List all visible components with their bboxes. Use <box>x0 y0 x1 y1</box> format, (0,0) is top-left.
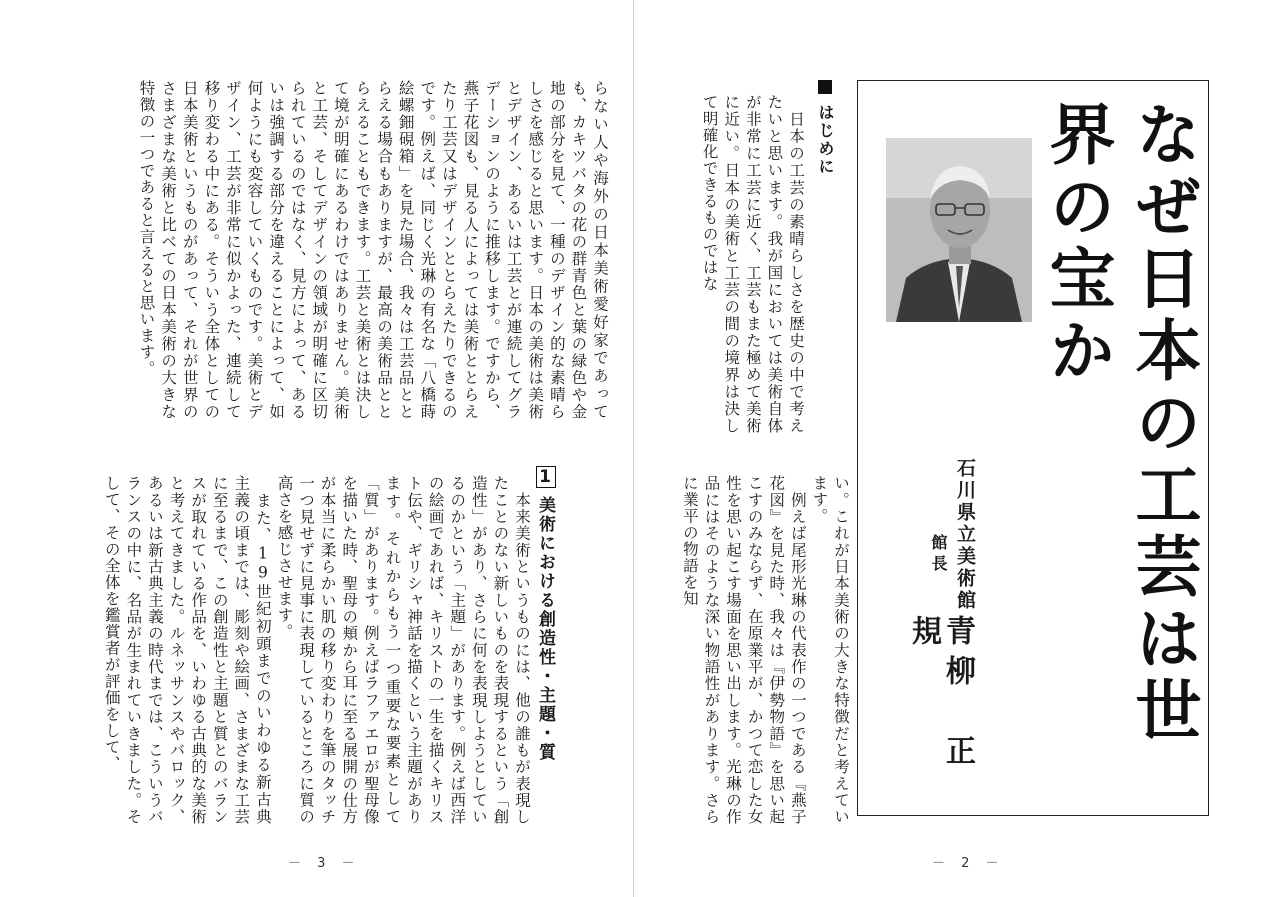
section-1-heading-text: 美術における創造性・主題・質 <box>535 496 555 762</box>
page-number-2: － 2 － <box>932 856 1005 871</box>
article-title: なぜ日本の工芸は世界の宝か <box>1038 100 1202 748</box>
p3-top-paragraph: らない人や海外の日本美術愛好家であっても、カキツバタの花の群青色と葉の緑色や金地の部分を見て、一種のデザイン的な素晴らしさを感じると思います。日本の美術は美術とデザイン、あるいは工芸とが連続してグラデーションのように推移します。ですから、燕子花図も、見る人によっては美術ととらえたり工芸又はデザインととらえたりできるのです。例えば、同じく光琳の有名な「八橋蒔絵螺鈿硯箱」を見た場合、我々は工芸品ととらえる場合もありますが、最高の美術品ととらえることもできます。工芸と美術とは決して境が明確にあるわけではありません。美術と工芸、そしてデザインの領域が明確に区切られているのではなく、見方によって、あるいは強調する部分を違えることによって、如何ようにも変容していくものです。美術とデザイン、工芸が非常に似かよった、連続して移り変わる中にある。そういう全体としての日本美術というものがあって、それが世界のさまざまな美術と比べての日本美術の大きな特徴の一つであると言えると思います。 <box>137 80 609 420</box>
author-role: 館長 <box>929 534 948 576</box>
section-number-box: 1 <box>535 467 555 489</box>
heading-square-icon <box>818 80 832 94</box>
portrait-image <box>886 138 1032 322</box>
intro-heading-text: はじめに <box>816 104 835 176</box>
author-name: 青柳 正規 <box>906 615 975 775</box>
p2-bottom-paragraph: い。これが日本美術の大きな特徴だと考えています。 例えば尾形光琳の代表作の一つである『燕子花図』を見た時、我々は『伊勢物語』を思い起こすのみならず、在原業平が、かつて恋した女性を思い起こす場面を思い出します。光琳の作品にはそのような深い物語性があります。さらに業平の物語を知 <box>681 475 850 825</box>
page-number-3: － 3 － <box>288 856 361 871</box>
author-portrait <box>886 138 1032 322</box>
intro-heading <box>814 80 836 280</box>
p3-bottom-paragraph: 本来美術というものには、他の誰もが表現したことのない新しいものを表現するという「創造性」があり、さらに何を表現しようとしているのかという「主題」があります。例えば西洋の絵画であれば、キリストの一生を描くキリスト伝や、ギリシャ神話を描くという主題があります。それからもう一つ重要な要素として「質」があります。例えばラファエロが聖母像を描いた時、聖母の頬から耳に至る展開の仕方が本当に柔らかい肌の移り変わりを筆のタッチ一つ見せずに見事に表現しているところに質の高さを感じさせます。 また、19世紀初頭までのいわゆる新古典主義の頃までは、彫刻や絵画、さまざまな工芸に至るまで、この創造性と主題と質とのバランスが取れている作品を、いわゆる古典的な美術と考えてきました。ルネッサンスやバロック、あるいは新古典主義の時代までは、こういうバランスの中に、名品が生まれていきました。そして、その全体を鑑賞者が評価をして、 <box>102 475 531 825</box>
p2-top-paragraph: 日本の工芸の素晴らしさを歴史の中で考えたいと思います。我が国においては美術自体が非常に工芸に近く、工芸もまた極めて美術に近い。日本の美術と工芸の間の境界は決して明確化できるものではな <box>700 94 805 434</box>
author-affiliation: 石川県立美術館 <box>954 458 976 612</box>
section-1-heading <box>534 466 556 806</box>
